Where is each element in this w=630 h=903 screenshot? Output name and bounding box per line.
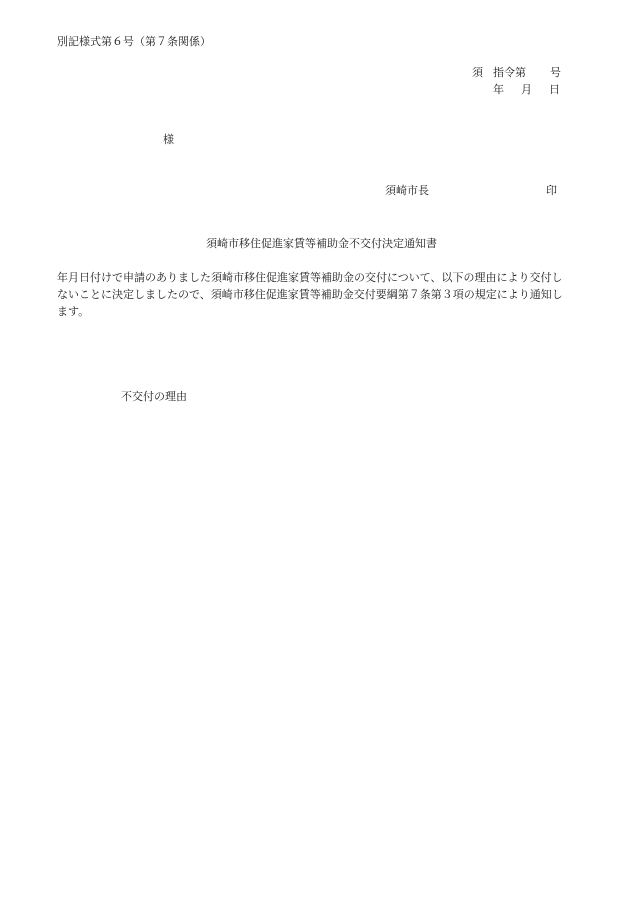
sender-title: 須崎市長 [385, 184, 429, 197]
seal-mark: 印 [546, 184, 557, 197]
date-month: 月 [521, 83, 532, 96]
notice-body [57, 269, 573, 320]
date-year: 年 [493, 83, 504, 96]
issue-date-line [493, 84, 560, 95]
body-year: 年 [57, 271, 68, 284]
issuer-number-label: 指令第 [493, 66, 526, 79]
addressee-honorific: 様 [163, 133, 174, 146]
issuer-prefix: 須 [472, 66, 483, 79]
issuer-number-suffix: 号 [550, 66, 561, 79]
body-text: 日付けで申請のありました須崎市移住促進家賃等補助金の交付について、以下の理由により交付しないことに決定しましたので、須崎市移住促進家賃等補助金交付要綱第７条第３項の規定により通知します。 [57, 271, 563, 318]
issuer-number-line [472, 67, 561, 78]
body-month: 月 [68, 271, 79, 284]
date-day: 日 [549, 83, 560, 96]
document-title: 須崎市移住促進家賃等補助金不交付決定通知書 [206, 237, 437, 250]
form-label: 別記様式第６号（第７条関係） [57, 35, 211, 48]
reason-label: 不交付の理由 [121, 390, 187, 403]
